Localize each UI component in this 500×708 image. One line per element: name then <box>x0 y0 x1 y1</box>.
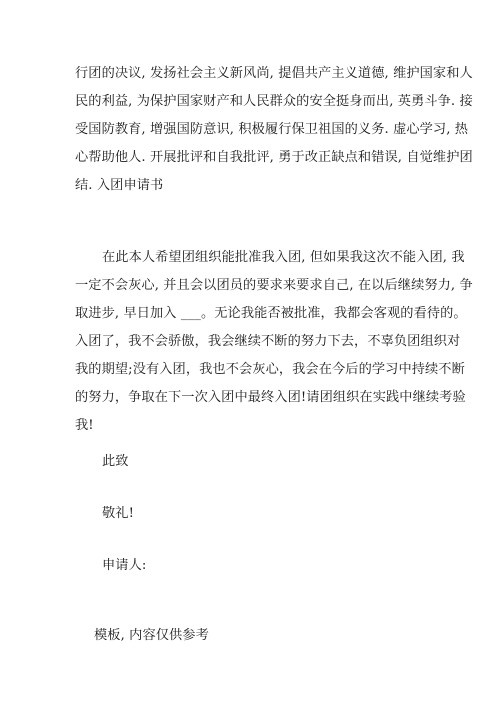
paragraph2-line: 的努力，争取在下一次入团中最终入团!请团组织在实践中继续考验 <box>75 390 466 405</box>
closing-regards: 敬礼! <box>102 506 134 521</box>
applicant-label: 申请人: <box>102 558 147 573</box>
paragraph1-line: 行团的决议, 发扬社会主义新风尚, 提倡共产主义道德, 维护国家和人 <box>75 66 473 81</box>
footer-note: 模板, 内容仅供参考 <box>94 628 209 643</box>
paragraph2-line: 取进步, 早日加入 ___。无论我能否被批准，我都会客观的看待的。 <box>75 306 467 321</box>
paragraph2-line: 我的期望;没有入团，我也不会灰心，我会在今后的学习中持续不断 <box>75 362 465 377</box>
closing-salutation: 此致 <box>102 454 129 469</box>
paragraph2-line: 一定不会灰心, 并且会以团员的要求来要求自己, 在以后继续努力, 争 <box>75 278 473 293</box>
paragraph2-line: 我! <box>75 418 94 433</box>
paragraph2-line: 入团了，我不会骄傲，我会继续不断的努力下去，不辜负团组织对 <box>75 334 461 349</box>
paragraph2-line: 在此本人希望团组织能批准我入团, 但如果我这次不能入团, 我 <box>102 250 465 265</box>
paragraph1-line: 心帮助他人. 开展批评和自我批评, 勇于改正缺点和错误, 自觉维护团 <box>75 150 473 165</box>
paragraph1-line: 受国防教育, 增强国防意识, 积极履行保卫祖国的义务. 虚心学习, 热 <box>75 122 469 137</box>
paragraph1-line: 结. 入团申请书 <box>75 178 164 193</box>
paragraph1-line: 民的利益, 为保护国家财产和人民群众的安全挺身而出, 英勇斗争. 接 <box>75 94 473 109</box>
